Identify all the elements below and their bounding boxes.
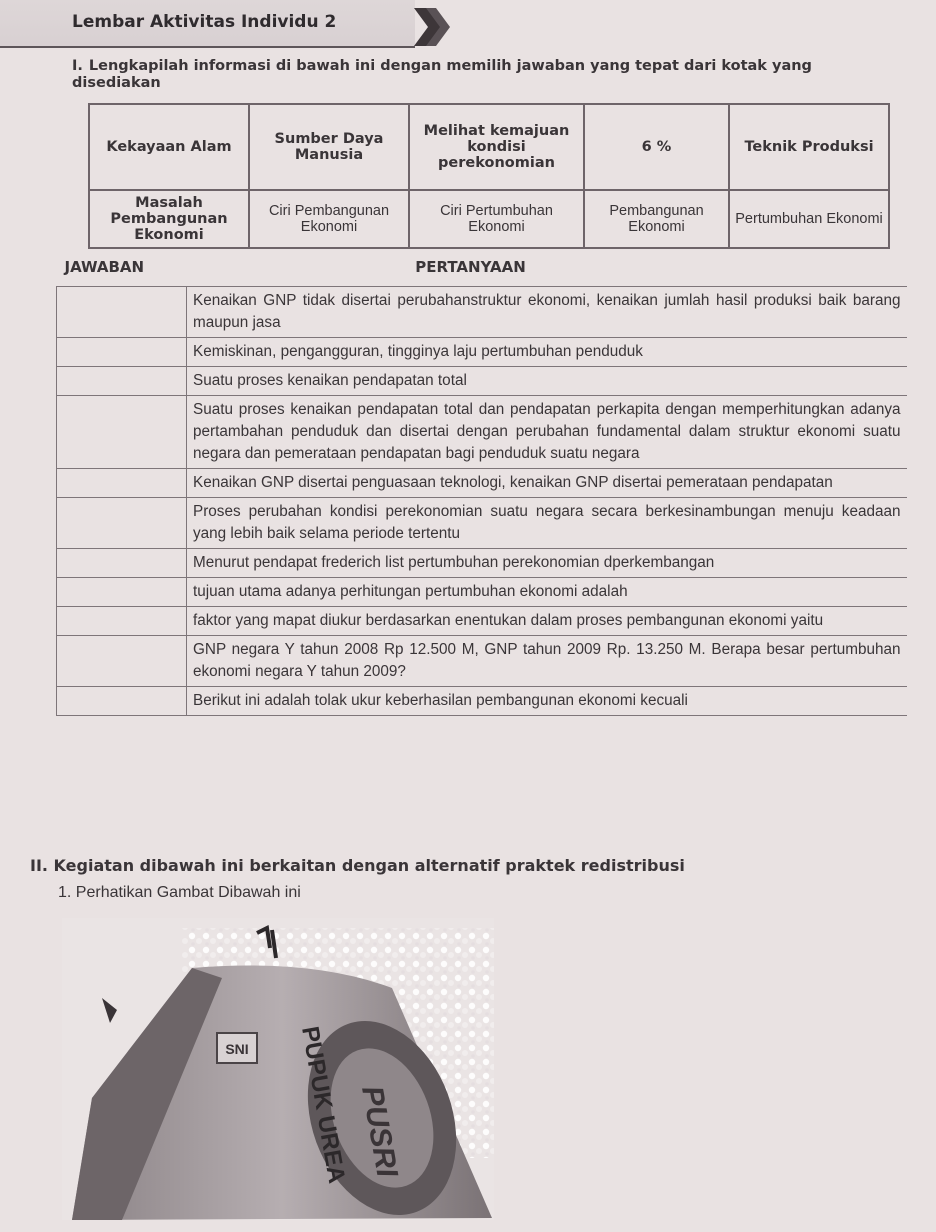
- table-row: [57, 338, 907, 367]
- answer-cell[interactable]: [57, 396, 187, 469]
- answer-cell[interactable]: [57, 338, 187, 367]
- answer-column-header: JAWABAN: [57, 248, 187, 287]
- question-text: GNP negara Y tahun 2008 Rp 12.500 M, GNP tahun 2009 Rp. 13.250 M. Berapa besar pertumbuhan ekonomi negara Y tahun 2009?: [187, 636, 907, 687]
- answer-cell[interactable]: [57, 469, 187, 498]
- choice-cell: 6 %: [584, 104, 729, 190]
- answer-cell[interactable]: [57, 636, 187, 687]
- section-2-item-1: 1. Perhatikan Gambat Dibawah ini: [58, 884, 301, 901]
- question-text: faktor yang mapat diukur berdasarkan enentukan dalam proses pembangunan ekonomi yaitu: [187, 607, 907, 636]
- choice-cell: Teknik Produksi: [729, 104, 889, 190]
- table-row: [57, 607, 907, 636]
- choice-cell: Melihat kemajuan kondisi perekonomian: [409, 104, 584, 190]
- sack-product-text: PUPUK UREA: [296, 1024, 351, 1186]
- table-row: [57, 498, 907, 549]
- table-row: [57, 578, 907, 607]
- chevron-right-icon: [412, 4, 452, 50]
- question-text: Kenaikan GNP disertai penguasaan teknologi, kenaikan GNP disertai pemerataan pendapatan: [187, 469, 907, 498]
- answer-cell[interactable]: [57, 607, 187, 636]
- sack-brand-text: PUSRI: [355, 1083, 404, 1180]
- question-column-header: PERTANYAAN: [187, 248, 907, 287]
- question-text: tujuan utama adanya perhitungan pertumbuhan ekonomi adalah: [187, 578, 907, 607]
- answer-cell[interactable]: [57, 549, 187, 578]
- choice-cell: Sumber Daya Manusia: [249, 104, 409, 190]
- worksheet-title: Lembar Aktivitas Individu 2: [72, 12, 337, 32]
- answer-cell[interactable]: [57, 687, 187, 716]
- table-row: [57, 469, 907, 498]
- choice-cell: Kekayaan Alam: [89, 104, 249, 190]
- table-row: [57, 367, 907, 396]
- answer-choices-box: [88, 103, 890, 249]
- fertilizer-sack-photo: [62, 918, 494, 1220]
- instruction-text: I. Lengkapilah informasi di bawah ini dengan memilih jawaban yang tepat dari kotak yang disediakan: [72, 58, 812, 91]
- answer-cell[interactable]: [57, 578, 187, 607]
- question-text: Proses perubahan kondisi perekonomian suatu negara secara berkesinambungan menuju keadaan yang lebih baik selama periode tertentu: [187, 498, 907, 549]
- question-text: Berikut ini adalah tolak ukur keberhasilan pembangunan ekonomi kecuali: [187, 687, 907, 716]
- table-row: [57, 636, 907, 687]
- choice-cell: Ciri Pembangunan Ekonomi: [249, 190, 409, 248]
- table-row: [57, 549, 907, 578]
- question-text: Kenaikan GNP tidak disertai perubahanstruktur ekonomi, kenaikan jumlah hasil produksi baik barang maupun jasa: [187, 287, 907, 338]
- choice-cell: Pertumbuhan Ekonomi: [729, 190, 889, 248]
- table-row: [57, 687, 907, 716]
- answer-cell[interactable]: [57, 367, 187, 396]
- question-text: Menurut pendapat frederich list pertumbuhan perekonomian dperkembangan: [187, 549, 907, 578]
- question-text: Suatu proses kenaikan pendapatan total dan pendapatan perkapita dengan memperhitungkan adanya pertambahan penduduk dan disertai dengan perubahan fundamental dalam struktur ekonomi suatu negara dan pemerataan pendapatan bagi penduduk suatu negara: [187, 396, 907, 469]
- table-row: [57, 287, 907, 338]
- table-row: [57, 396, 907, 469]
- choice-cell: Pembangunan Ekonomi: [584, 190, 729, 248]
- question-text: Kemiskinan, pengangguran, tingginya laju pertumbuhan penduduk: [187, 338, 907, 367]
- sni-logo-text: SNI: [225, 1041, 249, 1057]
- choice-cell: Ciri Pertumbuhan Ekonomi: [409, 190, 584, 248]
- answer-cell[interactable]: [57, 498, 187, 549]
- answer-cell[interactable]: [57, 287, 187, 338]
- question-text: Suatu proses kenaikan pendapatan total: [187, 367, 907, 396]
- question-answer-table: [56, 248, 907, 716]
- section-2-heading: II. Kegiatan dibawah ini berkaitan dengan alternatif praktek redistribusi: [30, 856, 685, 875]
- choice-cell: Masalah Pembangunan Ekonomi: [89, 190, 249, 248]
